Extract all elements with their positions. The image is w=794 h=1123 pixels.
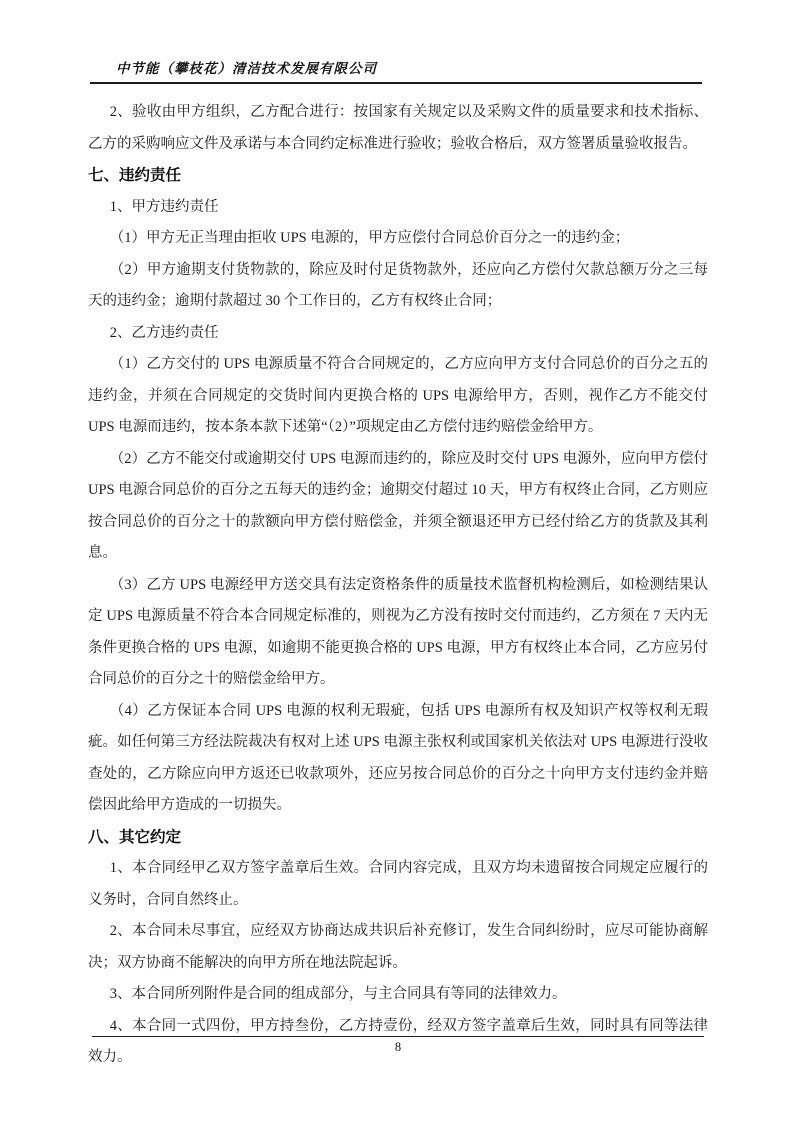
paragraph-partyA-liability-title: 1、甲方违约责任: [109, 198, 219, 215]
page-header: [90, 0, 702, 84]
paragraph-partyB-item4: （4）乙方保证本合同 UPS 电源的权利无瑕疵，包括 UPS 电源所有权及知识产权等权利无瑕疵。如任何第三方经法院裁决有权对上述 UPS 电源主张权利或国家机关依法对 UPS 电源进行没收查处的，乙方除应向甲方返还已收款项外，还应另按合同总价的百分之十向甲方支付违约金并赔偿因此给甲方造成的一切损失。: [88, 702, 708, 813]
paragraph-partyB-item1: （1）乙方交付的 UPS 电源质量不符合合同规定的，乙方应向甲方支付合同总价的百分之五的违约金，并须在合同规定的交货时间内更换合格的 UPS 电源给甲方，否则，视作乙方不能交付 UPS 电源而违约，按本条本款下述第“（2）”项规定由乙方偿付违约赔偿金给甲方。: [88, 356, 708, 435]
paragraph-partyB-liability-title: 2、乙方违约责任: [109, 324, 219, 341]
paragraph-partyA-item1: （1）甲方无正当理由拒收 UPS 电源的，甲方应偿付合同总价百分之一的违约金；: [109, 230, 630, 246]
paragraph-other-item1: 1、本合同经甲乙双方签字盖章后生效。合同内容完成，且双方均未遗留按合同规定应履行的义务时，合同自然终止。: [88, 860, 708, 908]
paragraph-other-item4: 4、本合同一式四份，甲方持叁份，乙方持壹份，经双方签字盖章后生效，同时具有同等法律效力。: [88, 1017, 708, 1065]
paragraph-other-item2: 2、本合同未尽事宜，应经双方协商达成共识后补充修订，发生合同纠纷时，应尽可能协商解决；双方协商不能解决的向甲方所在地法院起诉。: [88, 923, 708, 971]
page-footer: [92, 1036, 704, 1056]
paragraph-partyB-item2: （2）乙方不能交付或逾期交付 UPS 电源而违约的，除应及时交付 UPS 电源外，应向甲方偿付 UPS 电源合同总价的百分之五每天的违约金；逾期交付超过 10 天，甲方有权终止合同，乙方则应按合同总价的百分之十的款额向甲方偿付赔偿金，并须全额退还甲方已经付给乙方的货款及其利息。: [88, 450, 708, 561]
section-heading-breach-liability: 七、违约责任: [88, 167, 182, 184]
paragraph-other-item3: 3、本合同所列附件是合同的组成部分，与主合同具有等同的法律效力。: [109, 986, 567, 1002]
paragraph-partyA-item2: （2）甲方逾期支付货物款的，除应及时付足货物款外，还应向乙方偿付欠款总额万分之三每天的违约金；逾期付款超过 30 个工作日的，乙方有权终止合同；: [88, 261, 708, 309]
company-name: 中节能（攀枝花）清洁技术发展有限公司: [116, 61, 377, 76]
paragraph-acceptance: 2、验收由甲方组织，乙方配合进行：按国家有关规定以及采购文件的质量要求和技术指标、乙方的采购响应文件及承诺与本合同约定标准进行验收；验收合格后，双方签署质量验收报告。: [88, 104, 708, 152]
document-body: [88, 97, 708, 1074]
page-number: 8: [394, 1040, 402, 1054]
paragraph-partyB-item3: （3）乙方 UPS 电源经甲方送交具有法定资格条件的质量技术监督机构检测后，如检测结果认定 UPS 电源质量不符合本合同规定标准的，则视为乙方没有按时交付而违约，乙方须在 7 天内无条件更换合格的 UPS 电源，如逾期不能更换合格的 UPS 电源，甲方有权终止本合同，乙方应另付合同总价的百分之十的赔偿金给甲方。: [88, 576, 708, 687]
section-heading-other-terms: 八、其它约定: [88, 828, 182, 846]
